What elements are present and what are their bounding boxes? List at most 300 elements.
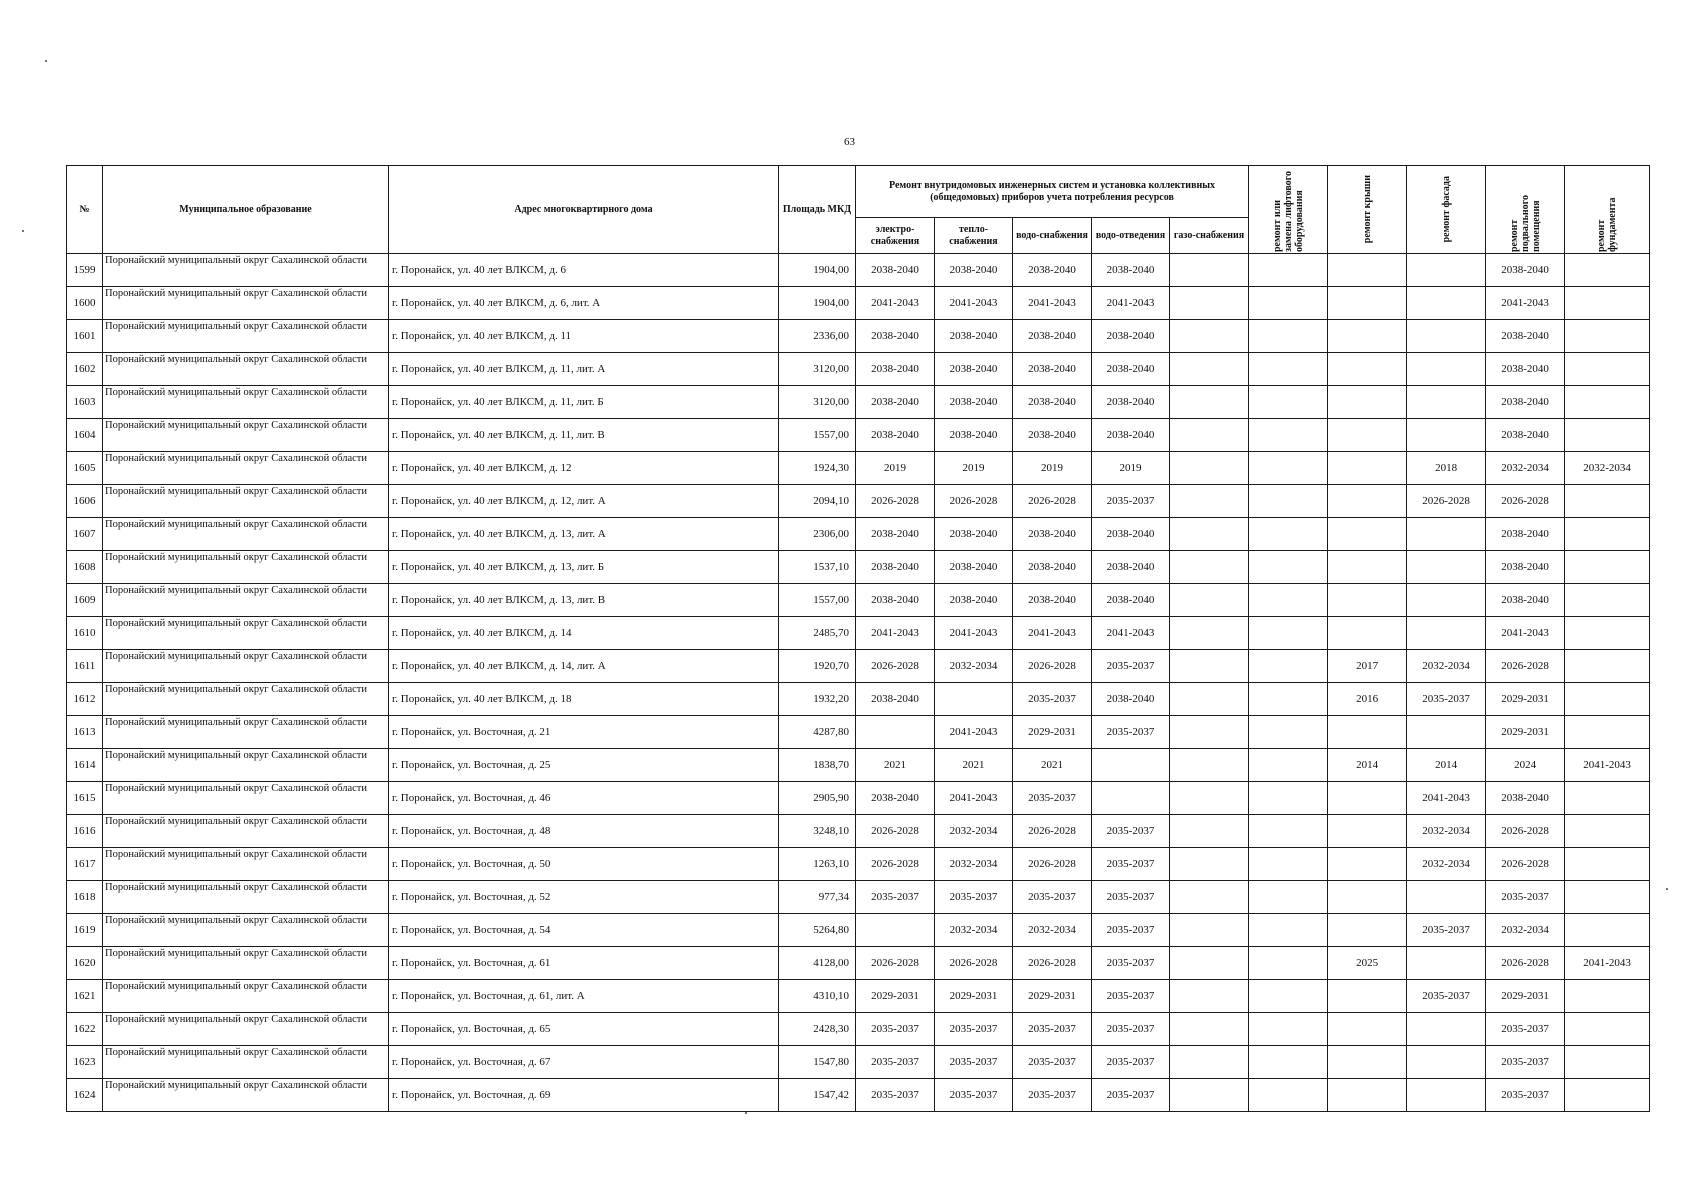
electricity-cell: 2038-2040 [856,419,935,452]
water-supply-cell: 2038-2040 [1013,584,1092,617]
municipality-cell: Поронайский муниципальный округ Сахалинской области [103,980,389,1013]
municipality-cell: Поронайский муниципальный округ Сахалинской области [103,1046,389,1079]
scan-speck [22,230,24,232]
foundation-cell [1565,683,1650,716]
electricity-cell [856,914,935,947]
electricity-cell: 2038-2040 [856,584,935,617]
elevator-cell [1249,650,1328,683]
table-row [67,353,1650,386]
municipality-cell: Поронайский муниципальный округ Сахалинской области [103,485,389,518]
water-supply-cell: 2035-2037 [1013,881,1092,914]
heating-cell: 2038-2040 [935,320,1013,353]
water-supply-cell: 2026-2028 [1013,650,1092,683]
row-number: 1620 [67,947,103,980]
heating-cell: 2035-2037 [935,881,1013,914]
elevator-cell [1249,1046,1328,1079]
area-cell: 2336,00 [779,320,856,353]
foundation-cell [1565,287,1650,320]
header-elevator-label: ремонт или замена лифтового оборудования [1271,170,1305,252]
area-cell: 1557,00 [779,419,856,452]
address-cell: г. Поронайск, ул. Восточная, д. 48 [389,815,779,848]
heating-cell [935,683,1013,716]
electricity-cell: 2035-2037 [856,1046,935,1079]
row-number: 1616 [67,815,103,848]
header-foundation-label: ремонт фундамента [1596,196,1619,252]
water-disposal-cell [1092,782,1170,815]
gas-cell [1170,980,1249,1013]
municipality-cell: Поронайский муниципальный округ Сахалинской области [103,881,389,914]
water-disposal-cell: 2035-2037 [1092,881,1170,914]
basement-cell: 2032-2034 [1486,452,1565,485]
roof-cell [1328,617,1407,650]
foundation-cell [1565,650,1650,683]
header-electricity: электро-снабжения [856,218,935,254]
address-cell: г. Поронайск, ул. 40 лет ВЛКСМ, д. 14, лит. А [389,650,779,683]
municipality-cell: Поронайский муниципальный округ Сахалинской области [103,815,389,848]
roof-cell [1328,518,1407,551]
row-number: 1603 [67,386,103,419]
gas-cell [1170,914,1249,947]
foundation-cell: 2041-2043 [1565,947,1650,980]
basement-cell: 2038-2040 [1486,320,1565,353]
address-cell: г. Поронайск, ул. 40 лет ВЛКСМ, д. 18 [389,683,779,716]
facade-cell: 2035-2037 [1407,980,1486,1013]
header-systems-group: Ремонт внутридомовых инженерных систем и установка коллективных (общедомовых) приборов учета потребления ресурсов [856,166,1249,218]
facade-cell [1407,947,1486,980]
foundation-cell [1565,584,1650,617]
heating-cell: 2041-2043 [935,716,1013,749]
area-cell: 2306,00 [779,518,856,551]
water-disposal-cell: 2035-2037 [1092,815,1170,848]
facade-cell [1407,419,1486,452]
foundation-cell [1565,518,1650,551]
row-number: 1611 [67,650,103,683]
roof-cell [1328,584,1407,617]
row-number: 1601 [67,320,103,353]
address-cell: г. Поронайск, ул. 40 лет ВЛКСМ, д. 11, лит. В [389,419,779,452]
area-cell: 1904,00 [779,287,856,320]
electricity-cell: 2035-2037 [856,1079,935,1112]
heating-cell: 2032-2034 [935,650,1013,683]
electricity-cell: 2026-2028 [856,848,935,881]
foundation-cell [1565,485,1650,518]
water-supply-cell: 2038-2040 [1013,518,1092,551]
area-cell: 1920,70 [779,650,856,683]
basement-cell: 2026-2028 [1486,947,1565,980]
water-disposal-cell: 2035-2037 [1092,485,1170,518]
header-roof [1328,166,1407,254]
electricity-cell: 2038-2040 [856,320,935,353]
water-disposal-cell: 2038-2040 [1092,518,1170,551]
water-supply-cell: 2035-2037 [1013,683,1092,716]
table-row [67,749,1650,782]
row-number: 1622 [67,1013,103,1046]
elevator-cell [1249,617,1328,650]
elevator-cell [1249,452,1328,485]
table-row [67,1079,1650,1112]
area-cell: 2428,30 [779,1013,856,1046]
table-row [67,914,1650,947]
row-number: 1618 [67,881,103,914]
area-cell: 1263,10 [779,848,856,881]
water-supply-cell: 2032-2034 [1013,914,1092,947]
row-number: 1615 [67,782,103,815]
water-supply-cell: 2038-2040 [1013,320,1092,353]
row-number: 1617 [67,848,103,881]
header-water-supply: водо-снабжения [1013,218,1092,254]
water-supply-cell: 2026-2028 [1013,815,1092,848]
roof-cell [1328,254,1407,287]
basement-cell: 2032-2034 [1486,914,1565,947]
header-foundation [1565,166,1650,254]
municipality-cell: Поронайский муниципальный округ Сахалинской области [103,617,389,650]
facade-cell [1407,551,1486,584]
water-disposal-cell: 2038-2040 [1092,419,1170,452]
municipality-cell: Поронайский муниципальный округ Сахалинской области [103,1079,389,1112]
area-cell: 1932,20 [779,683,856,716]
header-facade-label: ремонт фасада [1440,176,1452,243]
row-number: 1608 [67,551,103,584]
gas-cell [1170,386,1249,419]
gas-cell [1170,353,1249,386]
roof-cell [1328,881,1407,914]
table-row [67,947,1650,980]
electricity-cell [856,716,935,749]
basement-cell: 2026-2028 [1486,650,1565,683]
table-row [67,716,1650,749]
facade-cell [1407,881,1486,914]
gas-cell [1170,650,1249,683]
row-number: 1605 [67,452,103,485]
header-facade [1407,166,1486,254]
table-row [67,980,1650,1013]
roof-cell [1328,848,1407,881]
area-cell: 1547,80 [779,1046,856,1079]
table-row [67,848,1650,881]
table-row [67,617,1650,650]
heating-cell: 2032-2034 [935,848,1013,881]
scan-speck [745,1112,747,1114]
address-cell: г. Поронайск, ул. 40 лет ВЛКСМ, д. 13, лит. А [389,518,779,551]
basement-cell: 2038-2040 [1486,551,1565,584]
header-basement [1486,166,1565,254]
foundation-cell [1565,551,1650,584]
area-cell: 3120,00 [779,353,856,386]
elevator-cell [1249,419,1328,452]
water-supply-cell: 2035-2037 [1013,782,1092,815]
header-no: № [67,166,103,254]
table-row [67,452,1650,485]
row-number: 1604 [67,419,103,452]
address-cell: г. Поронайск, ул. 40 лет ВЛКСМ, д. 11, лит. А [389,353,779,386]
facade-cell: 2041-2043 [1407,782,1486,815]
roof-cell [1328,452,1407,485]
header-municipality: Муниципальное образование [103,166,389,254]
facade-cell: 2018 [1407,452,1486,485]
area-cell: 2094,10 [779,485,856,518]
gas-cell [1170,584,1249,617]
address-cell: г. Поронайск, ул. Восточная, д. 46 [389,782,779,815]
electricity-cell: 2038-2040 [856,551,935,584]
foundation-cell [1565,353,1650,386]
table-row [67,419,1650,452]
area-cell: 3120,00 [779,386,856,419]
electricity-cell: 2041-2043 [856,617,935,650]
basement-cell: 2029-2031 [1486,716,1565,749]
gas-cell [1170,1079,1249,1112]
roof-cell [1328,914,1407,947]
header-water-disposal: водо-отведения [1092,218,1170,254]
water-supply-cell: 2038-2040 [1013,353,1092,386]
table-row [67,881,1650,914]
address-cell: г. Поронайск, ул. 40 лет ВЛКСМ, д. 12 [389,452,779,485]
heating-cell: 2035-2037 [935,1046,1013,1079]
roof-cell [1328,716,1407,749]
area-cell: 1557,00 [779,584,856,617]
foundation-cell [1565,254,1650,287]
area-cell: 3248,10 [779,815,856,848]
elevator-cell [1249,980,1328,1013]
foundation-cell [1565,914,1650,947]
heating-cell: 2026-2028 [935,947,1013,980]
basement-cell: 2038-2040 [1486,353,1565,386]
water-supply-cell: 2035-2037 [1013,1079,1092,1112]
roof-cell: 2016 [1328,683,1407,716]
row-number: 1600 [67,287,103,320]
area-cell: 4310,10 [779,980,856,1013]
elevator-cell [1249,749,1328,782]
foundation-cell [1565,782,1650,815]
heating-cell: 2032-2034 [935,914,1013,947]
municipality-cell: Поронайский муниципальный округ Сахалинской области [103,947,389,980]
gas-cell [1170,518,1249,551]
address-cell: г. Поронайск, ул. Восточная, д. 21 [389,716,779,749]
facade-cell [1407,716,1486,749]
roof-cell [1328,1046,1407,1079]
water-supply-cell: 2026-2028 [1013,947,1092,980]
water-disposal-cell: 2038-2040 [1092,683,1170,716]
heating-cell: 2038-2040 [935,353,1013,386]
foundation-cell [1565,881,1650,914]
facade-cell [1407,584,1486,617]
header-basement-label: ремонт подвального помещения [1508,194,1542,252]
electricity-cell: 2038-2040 [856,782,935,815]
table-row [67,1013,1650,1046]
facade-cell: 2032-2034 [1407,848,1486,881]
water-supply-cell: 2026-2028 [1013,485,1092,518]
row-number: 1624 [67,1079,103,1112]
roof-cell [1328,1079,1407,1112]
municipality-cell: Поронайский муниципальный округ Сахалинской области [103,287,389,320]
elevator-cell [1249,716,1328,749]
gas-cell [1170,782,1249,815]
gas-cell [1170,254,1249,287]
address-cell: г. Поронайск, ул. 40 лет ВЛКСМ, д. 13, лит. В [389,584,779,617]
water-disposal-cell: 2038-2040 [1092,320,1170,353]
foundation-cell [1565,716,1650,749]
address-cell: г. Поронайск, ул. Восточная, д. 25 [389,749,779,782]
foundation-cell [1565,815,1650,848]
elevator-cell [1249,881,1328,914]
address-cell: г. Поронайск, ул. Восточная, д. 50 [389,848,779,881]
roof-cell [1328,980,1407,1013]
roof-cell [1328,782,1407,815]
area-cell: 1904,00 [779,254,856,287]
water-disposal-cell: 2019 [1092,452,1170,485]
water-disposal-cell: 2035-2037 [1092,650,1170,683]
water-supply-cell: 2019 [1013,452,1092,485]
gas-cell [1170,848,1249,881]
gas-cell [1170,881,1249,914]
elevator-cell [1249,386,1328,419]
area-cell: 977,34 [779,881,856,914]
row-number: 1613 [67,716,103,749]
row-number: 1612 [67,683,103,716]
heating-cell: 2035-2037 [935,1079,1013,1112]
basement-cell: 2026-2028 [1486,848,1565,881]
foundation-cell [1565,1079,1650,1112]
heating-cell: 2026-2028 [935,485,1013,518]
electricity-cell: 2038-2040 [856,683,935,716]
basement-cell: 2026-2028 [1486,815,1565,848]
table-row [67,782,1650,815]
electricity-cell: 2021 [856,749,935,782]
address-cell: г. Поронайск, ул. 40 лет ВЛКСМ, д. 11 [389,320,779,353]
foundation-cell [1565,1046,1650,1079]
municipality-cell: Поронайский муниципальный округ Сахалинской области [103,1013,389,1046]
water-disposal-cell: 2038-2040 [1092,353,1170,386]
electricity-cell: 2026-2028 [856,815,935,848]
electricity-cell: 2026-2028 [856,947,935,980]
address-cell: г. Поронайск, ул. Восточная, д. 54 [389,914,779,947]
elevator-cell [1249,320,1328,353]
heating-cell: 2032-2034 [935,815,1013,848]
header-gas: газо-снабжения [1170,218,1249,254]
water-disposal-cell: 2035-2037 [1092,716,1170,749]
heating-cell: 2041-2043 [935,782,1013,815]
heating-cell: 2019 [935,452,1013,485]
area-cell: 1537,10 [779,551,856,584]
roof-cell: 2014 [1328,749,1407,782]
basement-cell: 2029-2031 [1486,980,1565,1013]
address-cell: г. Поронайск, ул. Восточная, д. 65 [389,1013,779,1046]
header-area: Площадь МКД [779,166,856,254]
electricity-cell: 2026-2028 [856,650,935,683]
water-supply-cell: 2035-2037 [1013,1013,1092,1046]
water-supply-cell: 2038-2040 [1013,419,1092,452]
electricity-cell: 2019 [856,452,935,485]
basement-cell: 2035-2037 [1486,1079,1565,1112]
municipality-cell: Поронайский муниципальный округ Сахалинской области [103,716,389,749]
water-supply-cell: 2029-2031 [1013,716,1092,749]
row-number: 1614 [67,749,103,782]
heating-cell: 2038-2040 [935,518,1013,551]
facade-cell: 2032-2034 [1407,650,1486,683]
roof-cell [1328,353,1407,386]
gas-cell [1170,419,1249,452]
water-disposal-cell: 2038-2040 [1092,551,1170,584]
water-supply-cell: 2038-2040 [1013,386,1092,419]
table-row [67,551,1650,584]
water-supply-cell: 2035-2037 [1013,1046,1092,1079]
roof-cell [1328,485,1407,518]
header-heating: тепло-снабжения [935,218,1013,254]
electricity-cell: 2038-2040 [856,353,935,386]
row-number: 1619 [67,914,103,947]
address-cell: г. Поронайск, ул. Восточная, д. 67 [389,1046,779,1079]
roof-cell [1328,287,1407,320]
water-supply-cell: 2026-2028 [1013,848,1092,881]
basement-cell: 2038-2040 [1486,782,1565,815]
address-cell: г. Поронайск, ул. 40 лет ВЛКСМ, д. 12, лит. А [389,485,779,518]
foundation-cell: 2041-2043 [1565,749,1650,782]
roof-cell [1328,815,1407,848]
water-disposal-cell: 2038-2040 [1092,584,1170,617]
electricity-cell: 2038-2040 [856,386,935,419]
water-disposal-cell: 2038-2040 [1092,254,1170,287]
table-header [67,166,1650,254]
area-cell: 1838,70 [779,749,856,782]
municipality-cell: Поронайский муниципальный округ Сахалинской области [103,683,389,716]
water-disposal-cell: 2035-2037 [1092,1079,1170,1112]
row-number: 1609 [67,584,103,617]
municipality-cell: Поронайский муниципальный округ Сахалинской области [103,848,389,881]
row-number: 1606 [67,485,103,518]
municipality-cell: Поронайский муниципальный округ Сахалинской области [103,749,389,782]
heating-cell: 2041-2043 [935,617,1013,650]
page-number: 63 [844,136,855,148]
heating-cell: 2021 [935,749,1013,782]
basement-cell: 2035-2037 [1486,881,1565,914]
water-disposal-cell: 2041-2043 [1092,287,1170,320]
address-cell: г. Поронайск, ул. 40 лет ВЛКСМ, д. 11, лит. Б [389,386,779,419]
table-row [67,650,1650,683]
row-number: 1621 [67,980,103,1013]
electricity-cell: 2035-2037 [856,1013,935,1046]
elevator-cell [1249,848,1328,881]
foundation-cell [1565,617,1650,650]
water-disposal-cell [1092,749,1170,782]
table-row [67,254,1650,287]
roof-cell: 2017 [1328,650,1407,683]
water-supply-cell: 2041-2043 [1013,287,1092,320]
elevator-cell [1249,1079,1328,1112]
basement-cell: 2026-2028 [1486,485,1565,518]
gas-cell [1170,320,1249,353]
foundation-cell [1565,980,1650,1013]
header-roof-label: ремонт крыши [1361,175,1373,244]
facade-cell [1407,353,1486,386]
gas-cell [1170,947,1249,980]
water-supply-cell: 2038-2040 [1013,254,1092,287]
address-cell: г. Поронайск, ул. 40 лет ВЛКСМ, д. 14 [389,617,779,650]
elevator-cell [1249,287,1328,320]
elevator-cell [1249,518,1328,551]
water-disposal-cell: 2035-2037 [1092,914,1170,947]
facade-cell [1407,254,1486,287]
area-cell: 4128,00 [779,947,856,980]
basement-cell: 2041-2043 [1486,617,1565,650]
facade-cell [1407,1046,1486,1079]
area-cell: 1924,30 [779,452,856,485]
elevator-cell [1249,584,1328,617]
municipality-cell: Поронайский муниципальный округ Сахалинской области [103,254,389,287]
electricity-cell: 2038-2040 [856,254,935,287]
facade-cell: 2014 [1407,749,1486,782]
electricity-cell: 2035-2037 [856,881,935,914]
heating-cell: 2038-2040 [935,419,1013,452]
heating-cell: 2029-2031 [935,980,1013,1013]
